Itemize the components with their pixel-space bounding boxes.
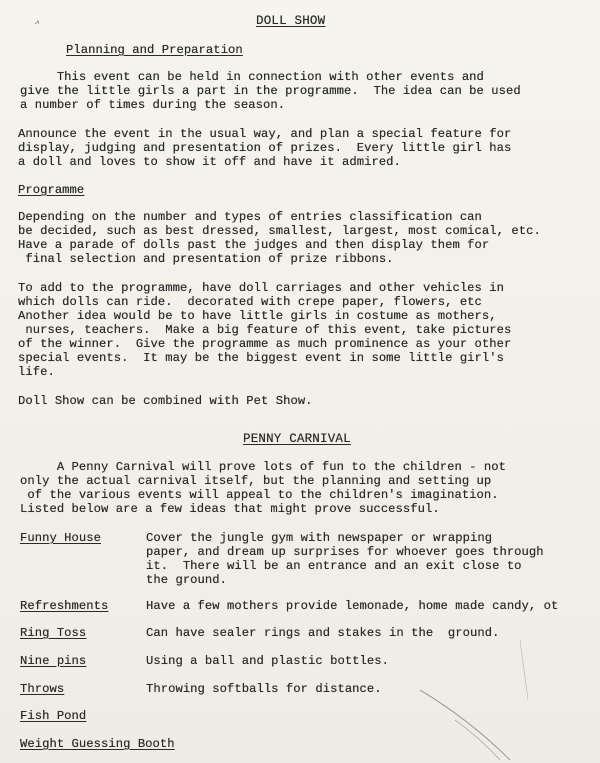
penny-carnival-title: PENNY CARNIVAL (243, 432, 351, 446)
text-line: display, judging and presentation of prizes. Every little girl has (18, 141, 512, 155)
idea-name: Ring Toss (20, 626, 87, 640)
text-line: of the various events will appeal to the children's imagination. (20, 488, 499, 502)
text-line: final selection and presentation of prize ribbons. (18, 252, 394, 266)
idea-desc-line: it. There will be an entrance and an exit close to (146, 559, 522, 573)
text-line: of the winner. Give the programme as much prominence as your other (18, 337, 512, 351)
text-line: Have a parade of dolls past the judges and then display them for (18, 238, 490, 252)
idea-desc-line: Cover the jungle gym with newspaper or wrapping (146, 531, 493, 545)
text-line: give the little girls a part in the programme. The idea can be used (20, 84, 521, 98)
planning-heading: Planning and Preparation (66, 43, 243, 57)
text-line: Listed below are a few ideas that might prove successful. (20, 502, 440, 516)
idea-desc-line: Can have sealer rings and stakes in the ground. (146, 626, 500, 640)
idea-name: Throws (20, 682, 65, 696)
combined-note: Doll Show can be combined with Pet Show. (18, 394, 313, 408)
idea-desc-line: Throwing softballs for distance. (146, 682, 382, 696)
text-line: only the actual carnival itself, but the planning and setting up (20, 474, 492, 488)
idea-name: Fish Pond (20, 709, 87, 723)
text-line: Another idea would be to have little girls in costume as mothers, (18, 309, 497, 323)
idea-desc-line: the ground. (146, 573, 228, 587)
idea-desc-line: Using a ball and plastic bottles. (146, 654, 390, 668)
idea-name: Weight Guessing Booth (20, 737, 175, 751)
text-line: which dolls can ride. decorated with crepe paper, flowers, etc (18, 295, 482, 309)
text-line: To add to the programme, have doll carriages and other vehicles in (18, 281, 505, 295)
idea-name: Refreshments (20, 599, 109, 613)
text-line: A Penny Carnival will prove lots of fun to the children - not (20, 460, 507, 474)
text-line: special events. It may be the biggest event in some little girl's (18, 351, 505, 365)
programme-heading: Programme (18, 183, 85, 197)
idea-name: Nine pins (20, 654, 87, 668)
text-line: a doll and loves to show it off and have it admired. (18, 155, 401, 169)
text-line: nurses, teachers. Make a big feature of this event, take pictures (18, 323, 512, 337)
text-line: Depending on the number and types of entries classification can (18, 210, 482, 224)
idea-desc-line: paper, and dream up surprises for whoever goes through (146, 545, 544, 559)
text-line: This event can be held in connection with other events and (20, 70, 484, 84)
idea-desc-line: Have a few mothers provide lemonade, home made candy, ot (146, 599, 559, 613)
text-line: a number of times during the season. (20, 98, 286, 112)
text-line: be decided, such as best dressed, smallest, largest, most comical, etc. (18, 224, 541, 238)
text-line: Announce the event in the usual way, and plan a special feature for (18, 127, 512, 141)
text-line: life. (18, 365, 55, 379)
idea-name: Funny House (20, 531, 102, 545)
doll-show-title: DOLL SHOW (256, 14, 326, 28)
